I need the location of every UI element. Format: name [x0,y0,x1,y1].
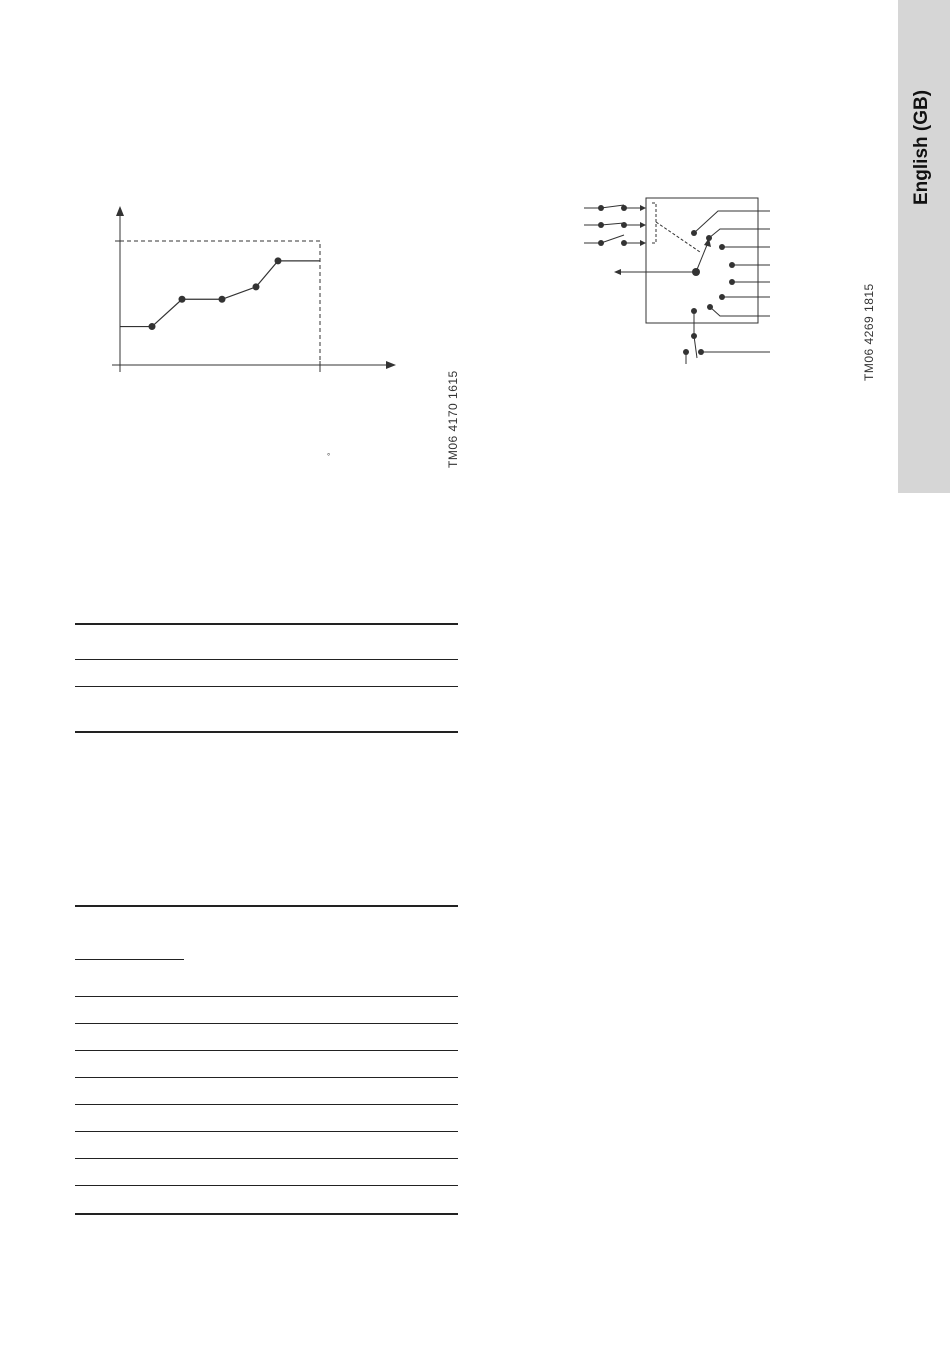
input-switch-3 [584,235,646,246]
contact-4 [729,262,770,268]
table2-row-rule [75,996,458,997]
contact-5 [729,279,770,285]
table2-top-rule [75,905,458,907]
contact-2 [706,229,770,241]
table2-row-rule [75,1185,458,1186]
dashed-link [656,222,700,252]
table2-row-rule [75,1158,458,1159]
table2-row-rule [75,1131,458,1132]
input-switch-2 [584,222,646,228]
dashed-bracket [652,203,656,243]
table2-row-rule [75,1050,458,1051]
table2-row-rule [75,1104,458,1105]
table1-row-rule [75,659,458,660]
input-switch-1 [584,205,646,211]
table1-top-rule [75,623,458,625]
contact-7 [707,304,770,316]
figure1-code: TM06 4170 1615 [446,370,460,468]
controller-box [646,198,758,323]
table1-bottom-rule [75,731,458,733]
output-arrowhead [614,269,621,275]
table2-row-rule [75,1023,458,1024]
language-label: English (GB) [911,89,932,205]
contact-3 [719,244,770,250]
figure2-code: TM06 4269 1815 [862,283,876,381]
degree-mark: ° [327,452,331,461]
table2-subheader-rule [75,959,184,960]
contact-6 [719,294,770,300]
table1-row-rule [75,686,458,687]
table2-bottom-rule [75,1213,458,1215]
table2-row-rule [75,1077,458,1078]
